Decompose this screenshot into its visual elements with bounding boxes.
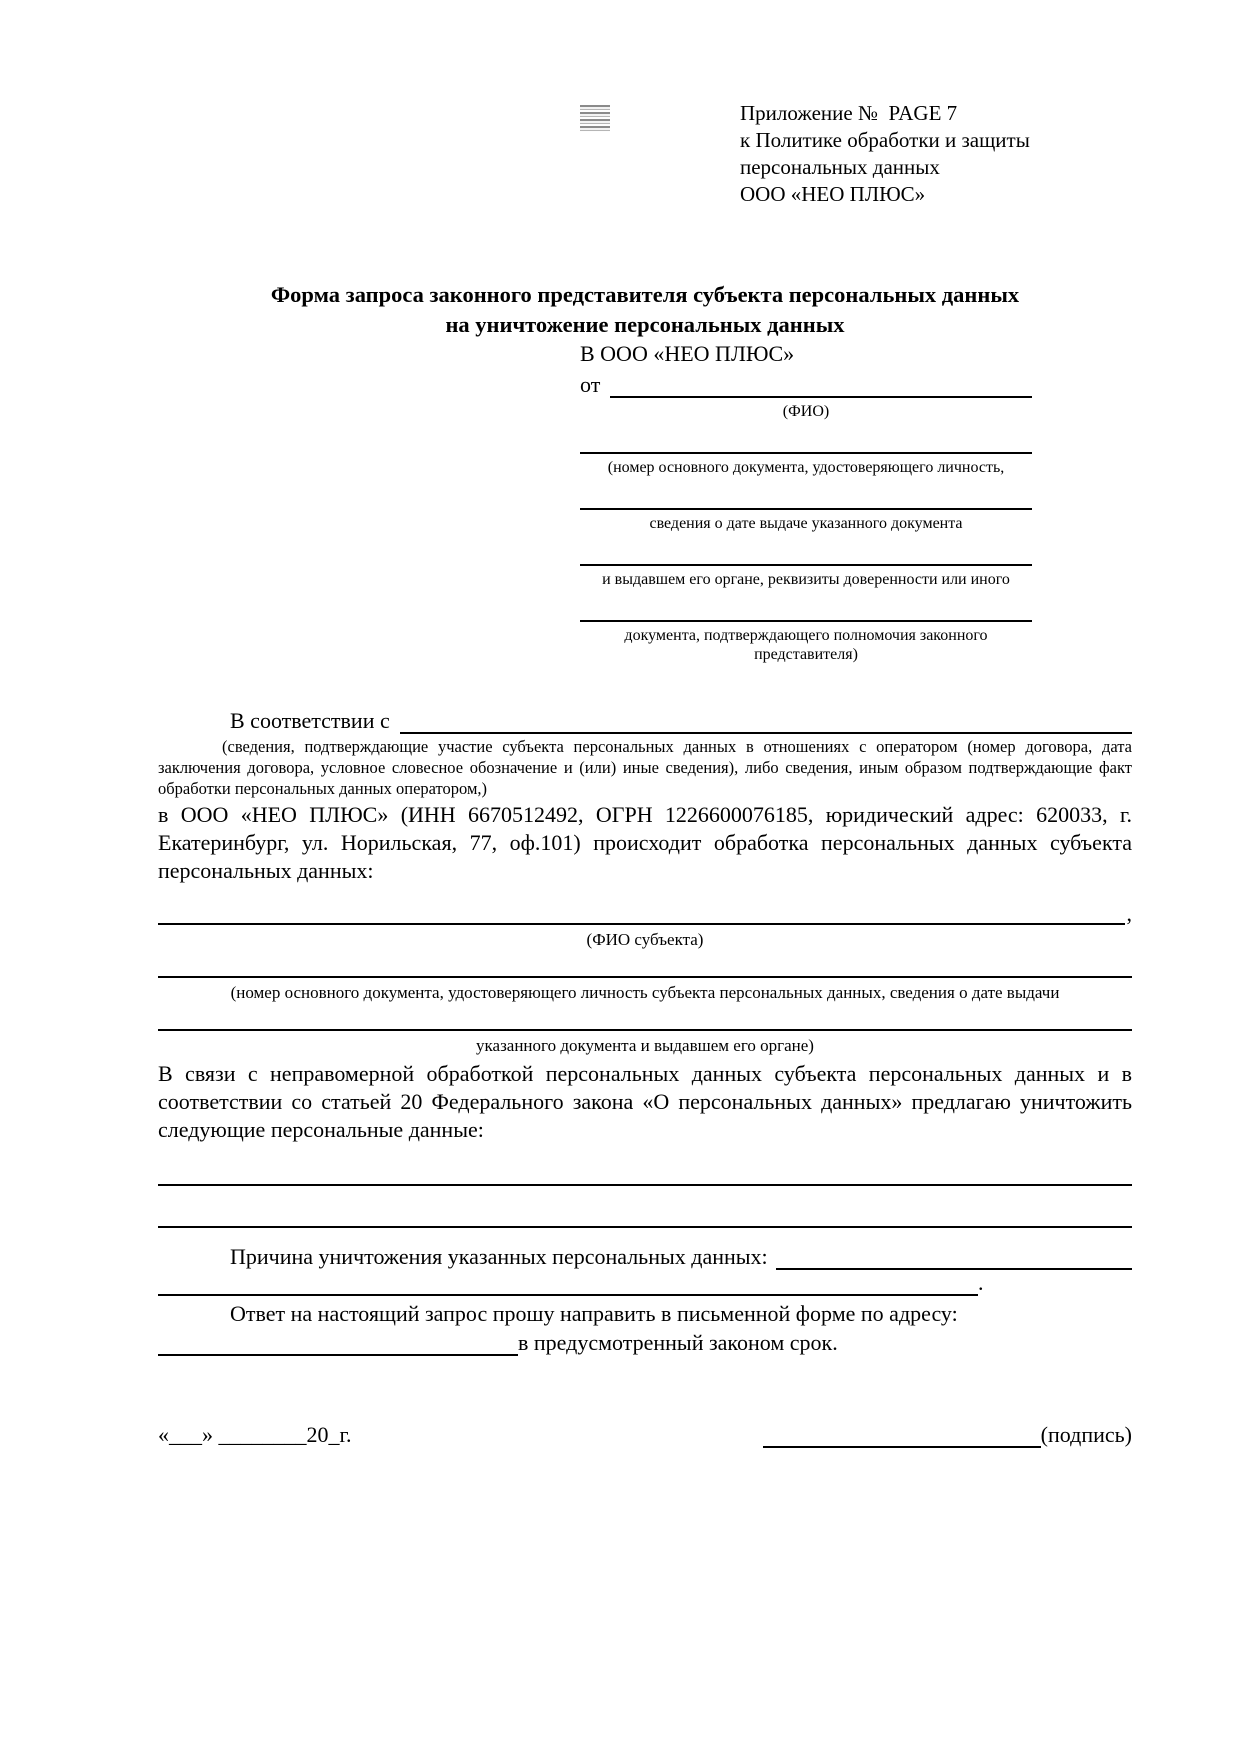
- addressee-company: В ООО «НЕО ПЛЮС»: [580, 341, 795, 366]
- signature-group: [763, 1422, 1132, 1448]
- header-row: [158, 0, 1132, 208]
- subject-document-blank-line: [158, 954, 1132, 978]
- footer-row: [158, 1422, 1132, 1448]
- subject-document-row: [158, 954, 1132, 978]
- subject-fio-row: [158, 901, 1132, 925]
- form-title-line1: Форма запроса законного представителя субъекта персональных данных: [270, 282, 1020, 307]
- representative-authority-caption: документа, подтверждающего полномочия законного представителя): [624, 627, 988, 663]
- accordance-label: В соответствии с: [230, 708, 390, 733]
- reason-row: [158, 1244, 1132, 1270]
- policy-reference-line2: персональных данных: [740, 155, 940, 179]
- answer-address-blank-line: [158, 1330, 518, 1356]
- subject-authority-caption: указанного документа и выдавшем его органе): [476, 1036, 814, 1055]
- destruction-paragraph: В связи с неправомерной обработкой персональных данных субъекта персональных данных и в соответствии со статьей 20 Федерального закона «О персональных данных» предлагаю уничтожить следующие персональные данные:: [158, 1061, 1132, 1142]
- signature-caption: (подпись): [1040, 1422, 1132, 1447]
- document-number-blank-line: [580, 421, 1032, 454]
- company-name-line: ООО «НЕО ПЛЮС»: [740, 182, 926, 206]
- reason-blank-line: [776, 1244, 1132, 1270]
- reason-label: Причина уничтожения указанных персональных данных:: [230, 1244, 768, 1269]
- signature-blank-line: [763, 1422, 1041, 1448]
- issuing-authority-caption: и выдавшем его органе, реквизиты доверенности или иного: [602, 571, 1010, 588]
- reason-period: .: [978, 1270, 984, 1295]
- addressee-block: [580, 340, 1032, 664]
- representative-authority-blank-line: [580, 589, 1032, 622]
- form-title: [158, 280, 1132, 340]
- reason-blank-line-2: [158, 1270, 978, 1296]
- from-label: от: [580, 372, 601, 397]
- accordance-note: (сведения, подтверждающие участие субъекта персональных данных в отношениях с оператором (номер договора, дата заключения договора, условное словесное обозначение и (или) иные сведения), либо сведения, иным образом подтверждающие факт обработки персональных данных оператором,): [158, 737, 1132, 798]
- date-template: «___» ________20_г.: [158, 1422, 352, 1447]
- accordance-row: [158, 708, 1132, 734]
- data-to-destroy-blank-line-1: [158, 1144, 1132, 1186]
- reason-row-2: [158, 1270, 1132, 1296]
- subject-fio-caption: (ФИО субъекта): [586, 930, 704, 949]
- field-code-artifact-icon: [580, 105, 610, 132]
- operator-paragraph: в ООО «НЕО ПЛЮС» (ИНН 6670512492, ОГРН 1226600076185, юридический адрес: 620033, г. Екатеринбург, ул. Норильская, 77, оф.101) происходит обработка персональных данных субъекта персональных данных:: [158, 802, 1132, 883]
- subject-authority-row: [158, 1007, 1132, 1031]
- fio-blank-line: [610, 372, 1032, 398]
- from-row: [580, 372, 1032, 398]
- appendix-header-block: [740, 100, 1132, 208]
- subject-fio-comma: ,: [1126, 901, 1132, 926]
- answer-tail: в предусмотренный законом срок.: [518, 1330, 838, 1355]
- document-number-caption: (номер основного документа, удостоверяющего личность,: [607, 459, 1005, 476]
- fio-caption: (ФИО): [782, 403, 830, 420]
- subject-authority-blank-line: [158, 1007, 1132, 1031]
- appendix-number-line: Приложение № PAGE 7: [740, 101, 958, 125]
- issue-date-caption: сведения о дате выдаче указанного документа: [649, 515, 963, 532]
- data-to-destroy-blank-line-2: [158, 1186, 1132, 1228]
- policy-reference-line: к Политике обработки и защиты: [740, 128, 1030, 152]
- accordance-blank-line: [400, 708, 1132, 734]
- answer-label: Ответ на настоящий запрос прошу направить в письменной форме по адресу:: [230, 1301, 958, 1326]
- subject-fio-blank-line: [158, 901, 1125, 925]
- issuing-authority-blank-line: [580, 533, 1032, 566]
- answer-row-2: [158, 1330, 1132, 1356]
- subject-document-caption: (номер основного документа, удостоверяющего личность субъекта персональных данных, сведения о дате выдачи: [230, 983, 1060, 1002]
- issue-date-blank-line: [580, 477, 1032, 510]
- form-title-line2: на уничтожение персональных данных: [445, 312, 845, 337]
